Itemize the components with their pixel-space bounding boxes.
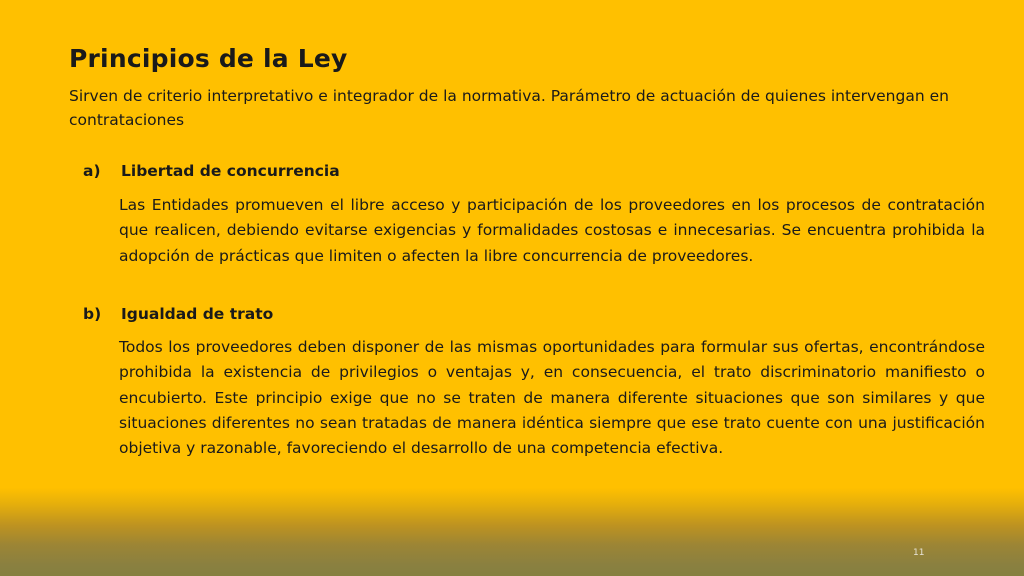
principle-body-a: Las Entidades promueven el libre acceso y participación de los proveedores en los procesos de contratación que realicen, debiendo evitarse exigencias y formalidades costosas e innecesarias. Se encuentra prohibida la adopción de prácticas que limiten o afecten la libre concurrencia de proveedores. [119, 196, 985, 265]
principle-body-b: Todos los proveedores deben disponer de las mismas oportunidades para formular sus ofertas, encontrándose prohibida la existencia de privilegios o ventajas y, en consecuencia, el trato discriminatorio manifiesto o encubierto. Este principio exige que no se traten de manera diferente situaciones que son similares y que situaciones diferentes no sean tratadas de manera idéntica siempre que ese trato cuente con una justificación objetiva y razonable, favoreciendo el desarrollo de una competencia efectiva. [119, 338, 985, 458]
page-number: 11 [913, 548, 925, 558]
principle-title: Igualdad de trato [121, 305, 274, 323]
list-marker: a) [83, 162, 101, 180]
principle-title: Libertad de concurrencia [121, 162, 340, 180]
principle-heading-b [83, 305, 273, 323]
slide-title: Principios de la Ley [69, 44, 348, 73]
slide-subtitle: Sirven de criterio interpretativo e integrador de la normativa. Parámetro de actuación de quienes intervengan en contrataciones [69, 87, 949, 129]
principle-heading-a [83, 162, 340, 180]
list-marker: b) [83, 305, 102, 323]
